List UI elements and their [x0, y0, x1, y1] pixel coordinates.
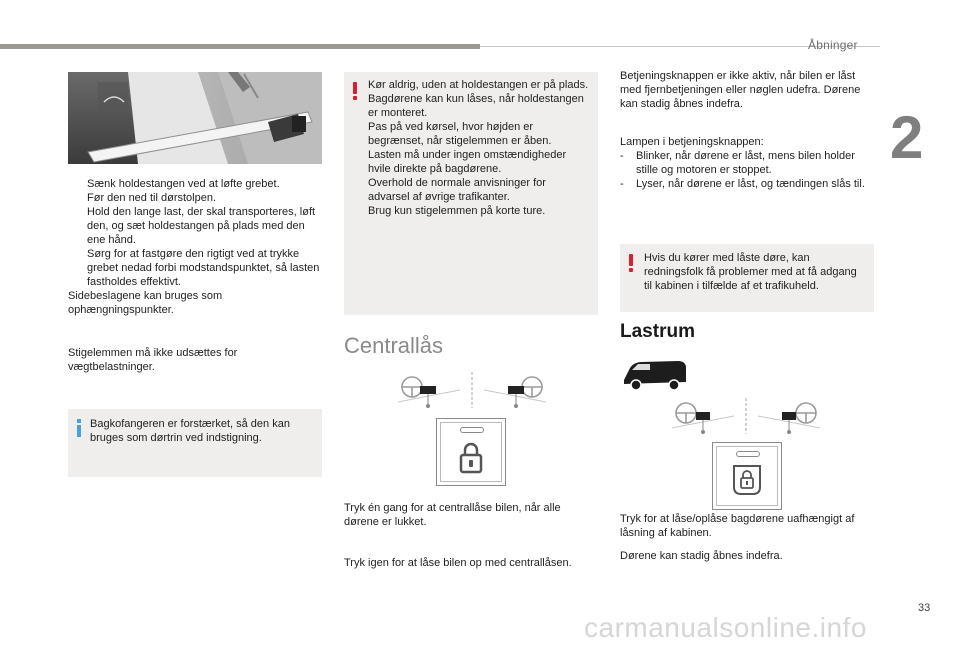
lamp-section: Lampen i betjeningsknappen: - Blinker, når dørene er låst, mens bilen holder stille og motoren er stoppet. - Lyser, når dørene er låst, og tændingen slås til.: [620, 135, 876, 191]
warning-icon: [353, 82, 357, 100]
dash-marker: -: [620, 178, 624, 190]
cargo-title: Lastrum: [620, 321, 695, 342]
info-text: Bagkofangeren er forstærket, så den kan bruges som dørtrin ved indstigning.: [90, 418, 290, 444]
padlock-icon: [458, 441, 484, 475]
page-number: 33: [918, 602, 931, 614]
warning-text: Hvis du kører med låste døre, kan redningsfolk få problemer med at få adgang til kabinen i tilfælde af et trafikuheld.: [644, 252, 857, 292]
warning-text: Kør aldrig, uden at holdestangen er på plads. Bagdørene kan kun låses, når holdestangen er monteret. Pas på ved kørsel, hvor højden er begrænset, når stigelemmen er åben. Lasten må under ingen omstændigheder hvile direkte på bagdørene. Overhold de normale anvisninger for advarsel af øvrige trafikanter. Brug kun stigelemmen på korte ture.: [368, 79, 589, 217]
warning-box: [344, 72, 598, 315]
chapter-number: 2: [890, 104, 924, 171]
steering-wheel-diagram: [398, 370, 546, 412]
cargo-door-lock-icon: [731, 463, 763, 497]
watermark: carmanualsonline.info: [584, 612, 867, 643]
paragraph: Tryk én gang for at centrallåse bilen, når alle dørene er lukket.: [344, 502, 561, 528]
paragraph: Sidebeslagene kan bruges som ophængningspunkter.: [68, 290, 223, 316]
warning-icon: [629, 254, 633, 272]
list-item: - Lyser, når dørene er låst, og tændingen slås til.: [620, 178, 865, 190]
list-item: Sørg for at fastgøre den rigtigt ved at trykke grebet nedad forbi modstandspunktet, så lasten fastholdes effektivt.: [87, 248, 320, 288]
dash-marker: -: [620, 150, 624, 162]
paragraph: Tryk for at låse/oplåse bagdørene uafhængigt af låsning af kabinen.: [620, 513, 855, 539]
instruction-list: [68, 177, 324, 317]
paragraph: Tryk igen for at låse bilen op med centrallåsen.: [344, 557, 572, 569]
list-item: Før den ned til dørstolpen.: [87, 192, 217, 204]
holding-bar-illustration: [68, 72, 322, 164]
steering-wheel-diagram: [672, 396, 820, 438]
paragraph: Betjeningsknappen er ikke aktiv, når bilen er låst med fjernbetjeningen eller nøglen udefra. Dørene kan stadig åbnes indefra.: [620, 70, 861, 110]
paragraph: Stigelemmen må ikke udsættes for vægtbelastninger.: [68, 347, 238, 373]
info-icon: [77, 419, 81, 437]
list-item: - Blinker, når dørene er låst, mens bilen holder stille og motoren er stoppet.: [620, 150, 855, 176]
van-icon: [620, 358, 690, 392]
central-lock-title: Centrallås: [344, 333, 444, 358]
list-item: Sænk holdestangen ved at løfte grebet.: [87, 178, 280, 190]
info-box: [68, 409, 322, 477]
section-title: Åbninger: [808, 38, 858, 52]
paragraph: Dørene kan stadig åbnes indefra.: [620, 550, 783, 562]
central-lock-button[interactable]: [436, 418, 506, 486]
list-item: Hold den lange last, der skal transporteres, løft den, og sæt holdestangen på plads med den ene hånd.: [87, 206, 316, 246]
warning-box: [620, 244, 874, 312]
header-bar: [0, 44, 480, 49]
cargo-lock-button[interactable]: [712, 442, 782, 510]
